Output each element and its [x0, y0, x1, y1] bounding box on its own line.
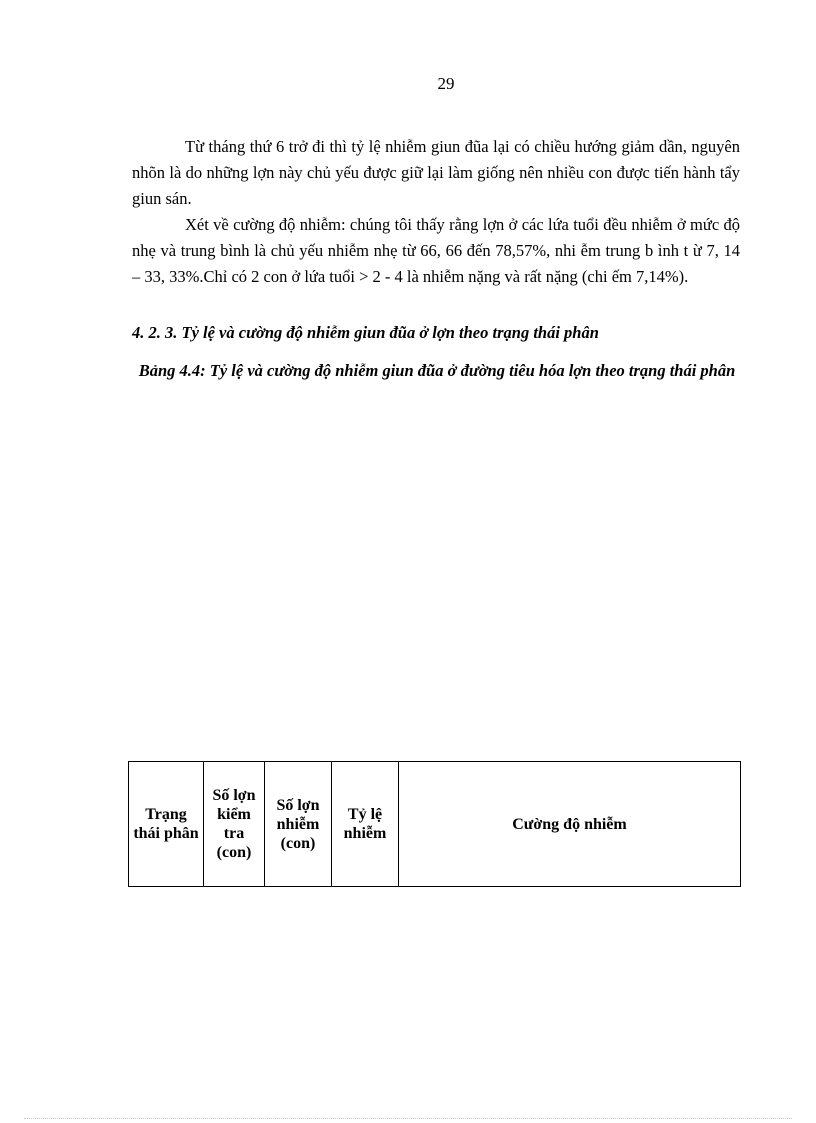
table-caption: Bảng 4.4: Tỷ lệ và cường độ nhiễm giun đũa ở đường tiêu hóa lợn theo trạng thái phân [138, 361, 736, 380]
paragraph-1: Từ tháng thứ 6 trở đi thì tỷ lệ nhiễm giun đũa lại có chiều hướng giảm dần, nguyên nhõn là do những lợn này chủ yếu được giữ lại làm giống nên nhiều con được tiến hành tẩy giun sán. [132, 137, 740, 208]
section-heading: 4. 2. 3. Tỷ lệ và cường độ nhiễm giun đũa ở lợn theo trạng thái phân [132, 323, 599, 342]
page-bottom-rule [24, 1118, 792, 1119]
infection-table [128, 761, 741, 887]
header-infection-intensity: Cường độ nhiễm [399, 762, 741, 887]
body-text [132, 134, 740, 290]
table-header-row [129, 762, 741, 887]
header-pigs-infected: Số lợn nhiễm (con) [265, 762, 332, 887]
paragraph-2: Xét về cường độ nhiễm: chúng tôi thấy rằng lợn ở các lứa tuổi đều nhiễm ở mức độ nhẹ và trung bình là chủ yếu nhiễm nhẹ từ 66, 66 đến 78,57%, nhi ễm trung b ình t ừ 7, 14 – 33, 33%.Chỉ có 2 con ở lứa tuổi > 2 - 4 là nhiễm nặng và rất nặng (chi ếm 7,14%). [132, 215, 740, 286]
header-infection-rate: Tỷ lệ nhiễm [332, 762, 399, 887]
header-pigs-examined: Số lợn kiểm tra (con) [204, 762, 265, 887]
page-number: 29 [437, 74, 455, 93]
header-fecal-state: Trạng thái phân [129, 762, 204, 887]
